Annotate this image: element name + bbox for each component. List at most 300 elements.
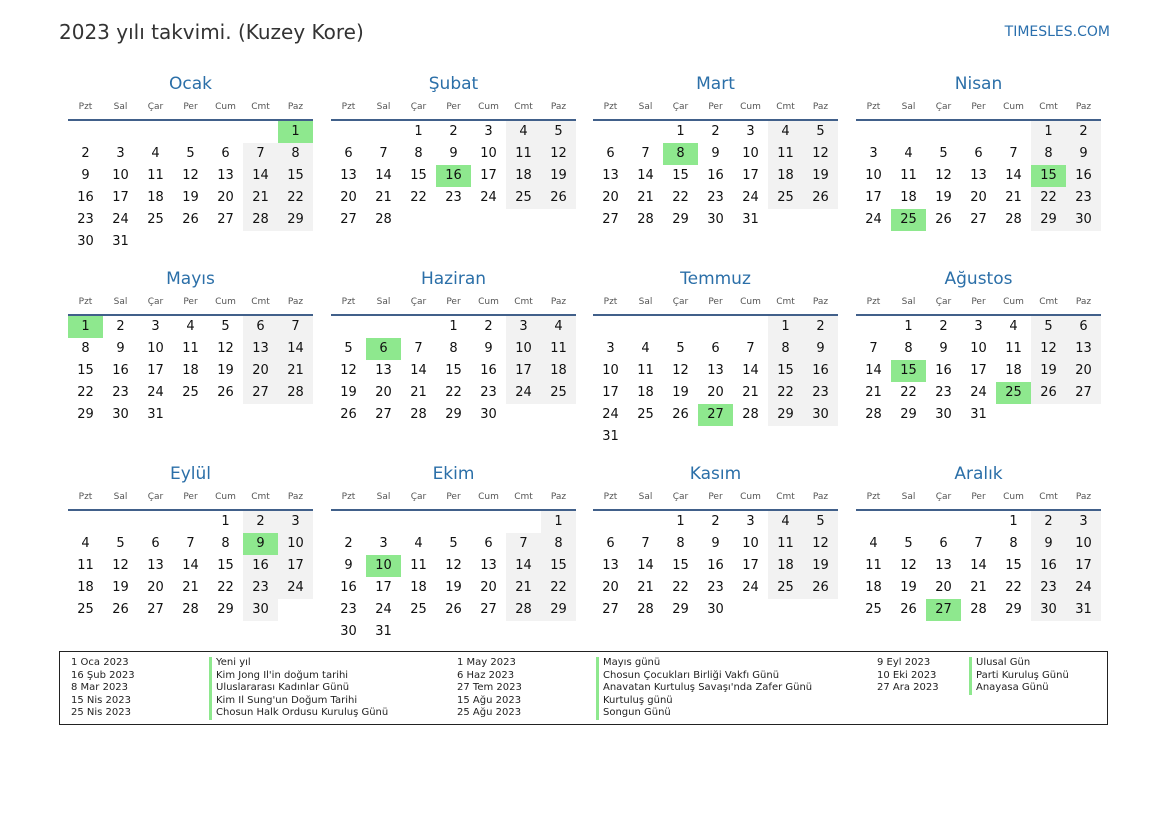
holiday-date: 9 Eyl 2023 [877, 657, 931, 668]
empty-cell [366, 121, 401, 143]
holiday-day-cell: 15 [1031, 165, 1066, 187]
weekday-label: Per [183, 102, 198, 112]
weekday-label: Sal [113, 297, 128, 307]
weekday-label: Paz [550, 102, 567, 112]
day-cell: 28 [375, 212, 392, 227]
day-cell: 16 [935, 363, 952, 378]
weekday-label: Çar [935, 297, 952, 307]
day-cell: 2 [484, 319, 493, 334]
day-cell: 23 [707, 580, 724, 595]
weekday-label: Paz [812, 492, 829, 502]
day-cell: 5 [676, 341, 685, 356]
weekday-label: Cmt [1039, 102, 1058, 112]
weekday-label: Per [708, 102, 723, 112]
day-cell: 21 [1005, 190, 1022, 205]
weekday-header [331, 485, 576, 511]
day-cell: 22 [768, 382, 803, 404]
day-cell: 8 [1009, 536, 1018, 551]
weekday-label: Sal [638, 102, 653, 112]
day-cell: 5 [221, 319, 230, 334]
day-cell: 2 [449, 124, 458, 139]
day-cell: 17 [506, 360, 541, 382]
day-cell: 13 [217, 168, 234, 183]
day-cell: 6 [221, 146, 230, 161]
day-cell: 1 [676, 124, 685, 139]
day-cell: 26 [803, 577, 838, 599]
holiday-name: Anavatan Kurtuluş Savaşı'nda Zafer Günü [596, 682, 812, 695]
day-cell: 26 [900, 602, 917, 617]
day-cell: 27 [1066, 382, 1101, 404]
day-cell: 11 [900, 168, 917, 183]
day-cell: 24 [742, 580, 759, 595]
day-cell: 31 [742, 212, 759, 227]
day-cell: 10 [602, 363, 619, 378]
day-cell: 30 [803, 404, 838, 426]
empty-cell [68, 511, 103, 533]
day-cell: 15 [410, 168, 427, 183]
weekday-label: Per [183, 492, 198, 502]
empty-cell [733, 316, 768, 338]
day-cell: 1 [414, 124, 423, 139]
day-cell: 26 [541, 187, 576, 209]
day-cell: 4 [869, 536, 878, 551]
empty-cell [628, 511, 663, 533]
empty-cell [926, 511, 961, 533]
weekday-label: Cmt [251, 102, 270, 112]
day-cell: 30 [77, 234, 94, 249]
day-cell: 24 [1066, 577, 1101, 599]
day-cell: 18 [900, 190, 917, 205]
day-cell: 5 [803, 511, 838, 533]
holiday-names-column [209, 657, 388, 720]
day-cell: 3 [484, 124, 493, 139]
month-5 [331, 268, 576, 426]
day-cell: 31 [147, 407, 164, 422]
weekday-header [593, 290, 838, 316]
day-cell: 15 [541, 555, 576, 577]
day-cell: 4 [541, 316, 576, 338]
empty-cell [961, 121, 996, 143]
day-cell: 17 [147, 363, 164, 378]
day-cell: 23 [803, 382, 838, 404]
day-cell: 19 [340, 385, 357, 400]
day-cell: 23 [1031, 577, 1066, 599]
weekday-label: Paz [1075, 102, 1092, 112]
month-name: Aralık [954, 464, 1003, 484]
day-cell: 21 [278, 360, 313, 382]
empty-cell [698, 316, 733, 338]
weekday-label: Pzt [78, 492, 93, 502]
month-name: Temmuz [680, 269, 751, 289]
day-cell: 15 [1005, 558, 1022, 573]
day-cell: 28 [506, 599, 541, 621]
day-cell: 21 [970, 580, 987, 595]
day-cell: 5 [541, 121, 576, 143]
weekday-label: Cum [1003, 492, 1024, 502]
day-cell: 7 [869, 341, 878, 356]
weekday-label: Cum [478, 297, 499, 307]
day-cell: 18 [768, 555, 803, 577]
day-cell: 27 [602, 602, 619, 617]
day-cell: 4 [768, 121, 803, 143]
day-cell: 11 [768, 533, 803, 555]
day-cell: 30 [935, 407, 952, 422]
day-cell: 26 [935, 212, 952, 227]
day-cell: 24 [375, 602, 392, 617]
day-cell: 21 [182, 580, 199, 595]
day-cell: 27 [217, 212, 234, 227]
day-cell: 25 [182, 385, 199, 400]
weekday-label: Per [446, 297, 461, 307]
day-cell: 12 [1031, 338, 1066, 360]
weekday-label: Çar [410, 102, 427, 112]
weekday-label: Cum [740, 102, 761, 112]
weekday-label: Çar [672, 492, 689, 502]
day-cell: 12 [803, 143, 838, 165]
weekday-label: Per [971, 492, 986, 502]
weekday-label: Per [708, 492, 723, 502]
day-cell: 18 [77, 580, 94, 595]
weekday-label: Paz [1075, 492, 1092, 502]
day-cell: 2 [803, 316, 838, 338]
day-cell: 7 [506, 533, 541, 555]
day-cell: 22 [1005, 580, 1022, 595]
day-cell: 17 [112, 190, 129, 205]
day-cell: 7 [974, 536, 983, 551]
day-cell: 24 [278, 577, 313, 599]
holiday-dates-column [71, 657, 135, 720]
day-cell: 1 [541, 511, 576, 533]
weekday-header [68, 290, 313, 316]
day-cell: 13 [970, 168, 987, 183]
day-cell: 28 [278, 382, 313, 404]
day-cell: 8 [414, 146, 423, 161]
holiday-name: Chosun Halk Ordusu Kuruluş Günü [209, 707, 388, 720]
day-cell: 25 [410, 602, 427, 617]
day-cell: 27 [480, 602, 497, 617]
holiday-date: 25 Nis 2023 [71, 707, 131, 719]
day-cell: 16 [480, 363, 497, 378]
day-cell: 18 [182, 363, 199, 378]
weekday-label: Pzt [603, 492, 618, 502]
day-cell: 3 [746, 514, 755, 529]
empty-cell [68, 121, 103, 143]
day-cell: 19 [900, 580, 917, 595]
day-cell: 26 [112, 602, 129, 617]
weekday-label: Çar [147, 492, 164, 502]
day-cell: 20 [340, 190, 357, 205]
weekday-label: Paz [287, 492, 304, 502]
day-cell: 24 [742, 190, 759, 205]
day-cell: 29 [1005, 602, 1022, 617]
day-cell: 5 [1031, 316, 1066, 338]
day-cell: 11 [637, 363, 654, 378]
day-cell: 10 [112, 168, 129, 183]
day-cell: 19 [182, 190, 199, 205]
holiday-names-column [969, 657, 1069, 695]
day-cell: 4 [186, 319, 195, 334]
day-cell: 12 [803, 533, 838, 555]
weekday-label: Sal [638, 297, 653, 307]
day-cell: 27 [970, 212, 987, 227]
day-cell: 14 [742, 363, 759, 378]
weekday-label: Cmt [251, 297, 270, 307]
day-cell: 19 [935, 190, 952, 205]
empty-cell [173, 121, 208, 143]
holiday-date: 1 Oca 2023 [71, 657, 129, 668]
day-cell: 14 [637, 168, 654, 183]
holiday-day-cell: 10 [366, 555, 401, 577]
weekday-label: Per [971, 297, 986, 307]
empty-cell [891, 511, 926, 533]
holiday-name: Parti Kuruluş Günü [969, 670, 1069, 683]
weekday-label: Cum [1003, 297, 1024, 307]
day-cell: 7 [186, 536, 195, 551]
day-cell: 1 [676, 514, 685, 529]
day-cell: 8 [768, 338, 803, 360]
empty-cell [366, 316, 401, 338]
empty-cell [856, 121, 891, 143]
day-cell: 30 [707, 602, 724, 617]
day-cell: 28 [1005, 212, 1022, 227]
day-cell: 25 [768, 577, 803, 599]
day-cell: 3 [606, 341, 615, 356]
weekday-label: Çar [672, 297, 689, 307]
empty-cell [243, 121, 278, 143]
day-cell: 22 [900, 385, 917, 400]
day-cell: 12 [900, 558, 917, 573]
day-cell: 29 [77, 407, 94, 422]
day-grid [68, 511, 313, 621]
day-cell: 21 [865, 385, 882, 400]
day-cell: 14 [865, 363, 882, 378]
day-cell: 12 [112, 558, 129, 573]
day-cell: 17 [375, 580, 392, 595]
weekday-label: Sal [901, 102, 916, 112]
day-cell: 28 [410, 407, 427, 422]
day-cell: 4 [1009, 319, 1018, 334]
day-cell: 1 [1031, 121, 1066, 143]
weekday-label: Sal [376, 102, 391, 112]
weekday-label: Cum [215, 297, 236, 307]
day-cell: 19 [1031, 360, 1066, 382]
day-cell: 13 [340, 168, 357, 183]
month-name: Ocak [169, 74, 212, 94]
day-cell: 17 [278, 555, 313, 577]
day-cell: 16 [340, 580, 357, 595]
day-cell: 28 [865, 407, 882, 422]
day-cell: 26 [803, 187, 838, 209]
day-cell: 18 [768, 165, 803, 187]
day-cell: 10 [480, 146, 497, 161]
day-cell: 21 [637, 190, 654, 205]
empty-cell [926, 121, 961, 143]
day-cell: 29 [445, 407, 462, 422]
holiday-date: 8 Mar 2023 [71, 682, 129, 694]
month-0 [68, 73, 313, 253]
day-cell: 19 [672, 385, 689, 400]
holiday-date: 27 Ara 2023 [877, 682, 939, 694]
day-cell: 8 [81, 341, 90, 356]
empty-cell [891, 121, 926, 143]
weekday-label: Cum [478, 102, 499, 112]
day-cell: 13 [1066, 338, 1101, 360]
holiday-day-cell: 25 [891, 209, 926, 231]
day-cell: 18 [147, 190, 164, 205]
day-cell: 27 [602, 212, 619, 227]
day-cell: 7 [414, 341, 423, 356]
day-cell: 6 [1066, 316, 1101, 338]
empty-cell [593, 511, 628, 533]
weekday-label: Cum [215, 102, 236, 112]
day-cell: 21 [375, 190, 392, 205]
empty-cell [856, 511, 891, 533]
day-cell: 11 [182, 341, 199, 356]
weekday-label: Per [446, 102, 461, 112]
weekday-label: Çar [147, 102, 164, 112]
day-cell: 23 [112, 385, 129, 400]
day-cell: 15 [445, 363, 462, 378]
day-cell: 5 [186, 146, 195, 161]
day-cell: 30 [340, 624, 357, 639]
weekday-label: Cum [478, 492, 499, 502]
holiday-date: 15 Ağu 2023 [457, 694, 522, 706]
empty-cell [103, 511, 138, 533]
weekday-header [68, 485, 313, 511]
day-cell: 13 [602, 168, 619, 183]
weekday-label: Çar [935, 102, 952, 112]
day-cell: 1 [768, 316, 803, 338]
day-cell: 3 [869, 146, 878, 161]
day-cell: 25 [541, 382, 576, 404]
holiday-dates-column [457, 657, 522, 720]
holiday-date: 27 Tem 2023 [457, 682, 522, 694]
brand-link[interactable]: TIMESLES.COM [1004, 24, 1110, 40]
day-cell: 18 [410, 580, 427, 595]
weekday-header [593, 485, 838, 511]
day-cell: 12 [672, 363, 689, 378]
day-cell: 17 [1066, 555, 1101, 577]
weekday-label: Cum [1003, 102, 1024, 112]
holiday-day-cell: 27 [698, 404, 733, 426]
day-cell: 17 [742, 558, 759, 573]
day-cell: 7 [379, 146, 388, 161]
holiday-day-cell: 15 [891, 360, 926, 382]
day-cell: 5 [449, 536, 458, 551]
day-cell: 26 [1031, 382, 1066, 404]
day-cell: 31 [112, 234, 129, 249]
weekday-label: Paz [812, 102, 829, 112]
day-cell: 18 [1005, 363, 1022, 378]
day-cell: 25 [147, 212, 164, 227]
day-cell: 9 [711, 146, 720, 161]
day-cell: 13 [480, 558, 497, 573]
day-cell: 24 [865, 212, 882, 227]
day-cell: 12 [935, 168, 952, 183]
day-cell: 16 [1066, 165, 1101, 187]
holiday-day-cell: 8 [663, 143, 698, 165]
day-cell: 24 [970, 385, 987, 400]
day-cell: 26 [445, 602, 462, 617]
day-grid [331, 316, 576, 426]
holiday-day-cell: 16 [436, 165, 471, 187]
day-cell: 16 [707, 558, 724, 573]
day-cell: 17 [970, 363, 987, 378]
holiday-list [59, 651, 1108, 725]
day-cell: 20 [1066, 360, 1101, 382]
day-cell: 30 [243, 599, 278, 621]
day-cell: 5 [803, 121, 838, 143]
day-cell: 31 [602, 429, 619, 444]
empty-cell [593, 121, 628, 143]
weekday-label: Per [446, 492, 461, 502]
day-cell: 14 [182, 558, 199, 573]
day-cell: 29 [541, 599, 576, 621]
day-cell: 29 [672, 602, 689, 617]
weekday-label: Çar [410, 492, 427, 502]
day-cell: 23 [480, 385, 497, 400]
empty-cell [331, 511, 366, 533]
weekday-label: Pzt [341, 492, 356, 502]
holiday-name: Anayasa Günü [969, 682, 1069, 695]
empty-cell [506, 511, 541, 533]
day-cell: 21 [506, 577, 541, 599]
day-cell: 11 [768, 143, 803, 165]
day-cell: 22 [410, 190, 427, 205]
day-cell: 25 [865, 602, 882, 617]
day-cell: 27 [147, 602, 164, 617]
day-cell: 1 [449, 319, 458, 334]
day-grid [593, 511, 838, 621]
holiday-name: Mayıs günü [596, 657, 812, 670]
day-cell: 31 [1066, 599, 1101, 621]
day-cell: 27 [375, 407, 392, 422]
empty-cell [593, 316, 628, 338]
day-cell: 2 [1031, 511, 1066, 533]
day-cell: 24 [112, 212, 129, 227]
empty-cell [331, 121, 366, 143]
day-grid [331, 121, 576, 231]
day-cell: 6 [606, 146, 615, 161]
day-cell: 2 [939, 319, 948, 334]
day-cell: 3 [151, 319, 160, 334]
weekday-label: Cum [740, 492, 761, 502]
day-cell: 9 [803, 338, 838, 360]
day-cell: 2 [711, 514, 720, 529]
day-cell: 10 [970, 341, 987, 356]
month-9 [331, 463, 576, 643]
day-cell: 6 [344, 146, 353, 161]
weekday-label: Pzt [866, 297, 881, 307]
weekday-label: Pzt [866, 102, 881, 112]
day-cell: 23 [77, 212, 94, 227]
day-cell: 24 [147, 385, 164, 400]
day-cell: 13 [375, 363, 392, 378]
day-cell: 15 [77, 363, 94, 378]
day-cell: 7 [1009, 146, 1018, 161]
day-cell: 19 [803, 555, 838, 577]
day-cell: 30 [480, 407, 497, 422]
day-cell: 27 [340, 212, 357, 227]
day-cell: 9 [711, 536, 720, 551]
weekday-label: Pzt [866, 492, 881, 502]
weekday-header [856, 95, 1101, 121]
empty-cell [436, 511, 471, 533]
day-cell: 20 [243, 360, 278, 382]
day-cell: 11 [865, 558, 882, 573]
day-grid [68, 316, 313, 426]
day-cell: 21 [742, 385, 759, 400]
